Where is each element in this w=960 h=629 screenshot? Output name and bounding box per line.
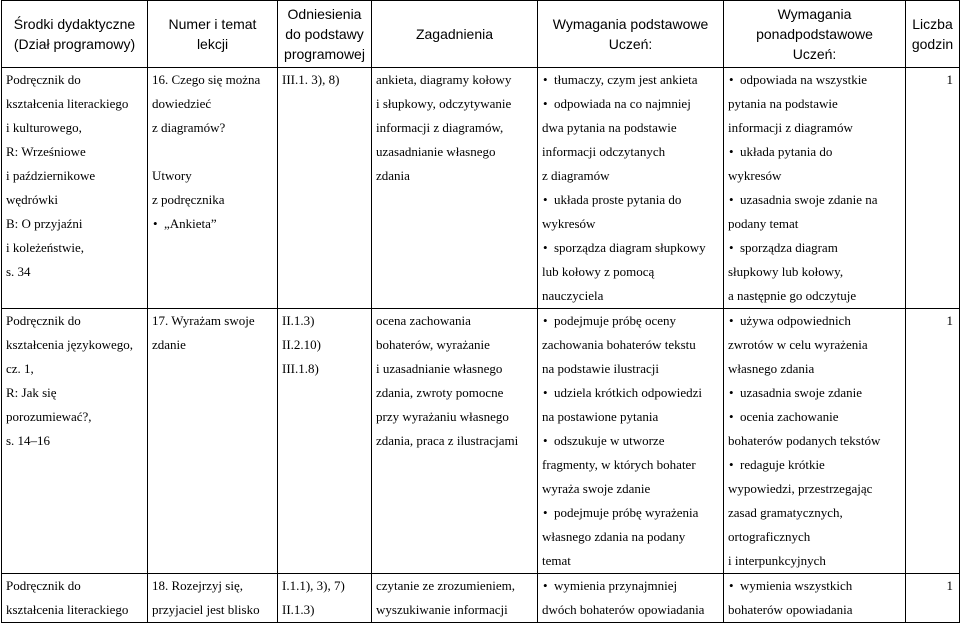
podstawowe-line: fragmenty, w których bohater [542,457,696,472]
srodki-line: kształcenia literackiego [6,602,129,617]
ponadpodstawowe-line: ortograficznych [728,529,811,544]
ponadpodstawowe-bullet-item: • układa pytania do [728,140,901,164]
odniesienia-line: II.2.10) [282,337,321,352]
zagadnienia-line: ocena zachowania [376,313,471,328]
zagadnienia-line: zdania [376,168,410,183]
ponadpodstawowe-line: wypowiedzi, przestrzegając [728,481,873,496]
lekcja-line: 17. Wyrażam swoje [152,313,255,328]
table-row [2,68,960,309]
cell-odniesienia [278,68,372,309]
ponadpodstawowe-bullet-item: • uzasadnia swoje zdanie [728,381,901,405]
odniesienia-line: III.1.8) [282,361,319,376]
ponadpodstawowe-line: własnego zdania [728,361,815,376]
cell-lekcja [148,68,278,309]
zagadnienia-line: zdania, zwroty pomocne [376,385,504,400]
podstawowe-line: dwa pytania na podstawie [542,120,677,135]
cell-zagadnienia [372,574,538,623]
podstawowe-line: dwóch bohaterów opowiadania [542,602,705,617]
srodki-line: Podręcznik do [6,578,81,593]
odniesienia-line: II.1.3) [282,602,315,617]
podstawowe-bullet-item: • układa proste pytania do [542,188,719,212]
zagadnienia-line: czytanie ze zrozumieniem, [376,578,515,593]
zagadnienia-line: bohaterów, wyrażanie [376,337,490,352]
podstawowe-bullet-item: • odszukuje w utworze [542,429,719,453]
zagadnienia-line: ankieta, diagramy kołowy [376,72,512,87]
cell-godziny [906,309,960,574]
srodki-line: Podręcznik do [6,313,81,328]
zagadnienia-line: i uzasadnianie własnego [376,361,503,376]
ponadpodstawowe-bullet-item: • wymienia wszystkich [728,574,901,598]
srodki-line: i październikowe [6,168,96,183]
hours-value: 1 [946,313,953,328]
lekcja-bullet-item: • „Ankieta” [152,212,273,236]
curriculum-table [1,0,960,623]
header-lekcja: Numer i temat lekcji [148,1,278,68]
header-podstawowe: Wymagania podstawowe Uczeń: [538,1,724,68]
ponadpodstawowe-line: bohaterów podanych tekstów [728,433,881,448]
cell-lekcja [148,309,278,574]
zagadnienia-line: uzasadnianie własnego [376,144,496,159]
srodki-line: R: Jak się [6,385,57,400]
podstawowe-bullet-item: • wymienia przynajmniej [542,574,719,598]
hours-value: 1 [946,578,953,593]
table-row [2,574,960,623]
podstawowe-line: wyraża swoje zdanie [542,481,651,496]
table-body [2,68,960,623]
lekcja-line: zdanie [152,337,186,352]
header-srodki: Środki dydaktyczne (Dział programowy) [2,1,148,68]
ponadpodstawowe-bullet-item: • sporządza diagram [728,236,901,260]
cell-ponadpodstawowe [724,68,906,309]
lekcja-line: przyjaciel jest blisko [152,602,260,617]
header-godziny: Liczba godzin [906,1,960,68]
lekcja-line: Utwory [152,168,192,183]
podstawowe-line: na postawione pytania [542,409,659,424]
ponadpodstawowe-bullet-item: • używa odpowiednich [728,309,901,333]
podstawowe-bullet-item: • udziela krótkich odpowiedzi [542,381,719,405]
podstawowe-bullet-item: • podejmuje próbę wyrażenia [542,501,719,525]
lekcja-line: 16. Czego się można [152,72,261,87]
podstawowe-line: informacji odczytanych [542,144,666,159]
ponadpodstawowe-line: bohaterów opowiadania [728,602,853,617]
srodki-line: porozumiewać?, [6,409,92,424]
podstawowe-bullet-item: • tłumaczy, czym jest ankieta [542,68,719,92]
srodki-line: R: Wrześniowe [6,144,86,159]
ponadpodstawowe-bullet-item: • uzasadnia swoje zdanie na [728,188,901,212]
srodki-line: Podręcznik do [6,72,81,87]
odniesienia-line: III.1. 3), 8) [282,72,340,87]
podstawowe-line: z diagramów [542,168,610,183]
ponadpodstawowe-line: a następnie go odczytuje [728,288,857,303]
podstawowe-line: wykresów [542,216,596,231]
srodki-line: s. 34 [6,264,31,279]
podstawowe-bullet-item: • podejmuje próbę oceny [542,309,719,333]
cell-odniesienia [278,574,372,623]
cell-lekcja [148,574,278,623]
cell-odniesienia [278,309,372,574]
srodki-line: s. 14–16 [6,433,51,448]
ponadpodstawowe-line: podany temat [728,216,799,231]
srodki-line: i kulturowego, [6,120,82,135]
ponadpodstawowe-line: i interpunkcyjnych [728,553,826,568]
lekcja-line [152,140,273,164]
zagadnienia-line: wyszukiwanie informacji [376,602,508,617]
ponadpodstawowe-bullet-item: • odpowiada na wszystkie [728,68,901,92]
podstawowe-line: lub kołowy z pomocą [542,264,655,279]
lekcja-line: 18. Rozejrzyj się, [152,578,243,593]
header-row [2,1,960,68]
ponadpodstawowe-bullet-item: • ocenia zachowanie [728,405,901,429]
podstawowe-bullet-item: • odpowiada na co najmniej [542,92,719,116]
cell-zagadnienia [372,68,538,309]
ponadpodstawowe-line: zasad gramatycznych, [728,505,843,520]
lekcja-line: z diagramów? [152,120,226,135]
podstawowe-line: własnego zdania na podany [542,529,686,544]
ponadpodstawowe-line: słupkowy lub kołowy, [728,264,844,279]
lekcja-line: dowiedzieć [152,96,212,111]
ponadpodstawowe-bullet-item: • redaguje krótkie [728,453,901,477]
ponadpodstawowe-line: pytania na podstawie [728,96,838,111]
podstawowe-line: na podstawie ilustracji [542,361,659,376]
ponadpodstawowe-line: zwrotów w celu wyrażenia [728,337,868,352]
srodki-line: kształcenia językowego, [6,337,134,352]
podstawowe-line: zachowania bohaterów tekstu [542,337,696,352]
cell-podstawowe [538,574,724,623]
cell-zagadnienia [372,309,538,574]
lekcja-line: z podręcznika [152,192,225,207]
cell-godziny [906,574,960,623]
cell-ponadpodstawowe [724,574,906,623]
hours-value: 1 [946,72,953,87]
srodki-line: i koleżeństwie, [6,240,84,255]
header-zagadnienia: Zagadnienia [372,1,538,68]
table-row [2,309,960,574]
cell-podstawowe [538,309,724,574]
cell-ponadpodstawowe [724,309,906,574]
cell-podstawowe [538,68,724,309]
header-odniesienia: Odniesienia do podstawy programowej [278,1,372,68]
srodki-line: cz. 1, [6,361,34,376]
ponadpodstawowe-line: informacji z diagramów [728,120,853,135]
cell-godziny [906,68,960,309]
odniesienia-line: I.1.1), 3), 7) [282,578,345,593]
zagadnienia-line: informacji z diagramów, [376,120,504,135]
zagadnienia-line: zdania, praca z ilustracjami [376,433,519,448]
zagadnienia-line: i słupkowy, odczytywanie [376,96,512,111]
srodki-line: wędrówki [6,192,58,207]
srodki-line: kształcenia literackiego [6,96,129,111]
zagadnienia-line: przy wyrażaniu własnego [376,409,509,424]
podstawowe-line: temat [542,553,571,568]
cell-srodki [2,574,148,623]
podstawowe-line: nauczyciela [542,288,604,303]
header-ponadpodstawowe: Wymagania ponadpodstawowe Uczeń: [724,1,906,68]
srodki-line: B: O przyjaźni [6,216,83,231]
odniesienia-line: II.1.3) [282,313,315,328]
cell-srodki [2,309,148,574]
cell-srodki [2,68,148,309]
ponadpodstawowe-line: wykresów [728,168,782,183]
podstawowe-bullet-item: • sporządza diagram słupkowy [542,236,719,260]
